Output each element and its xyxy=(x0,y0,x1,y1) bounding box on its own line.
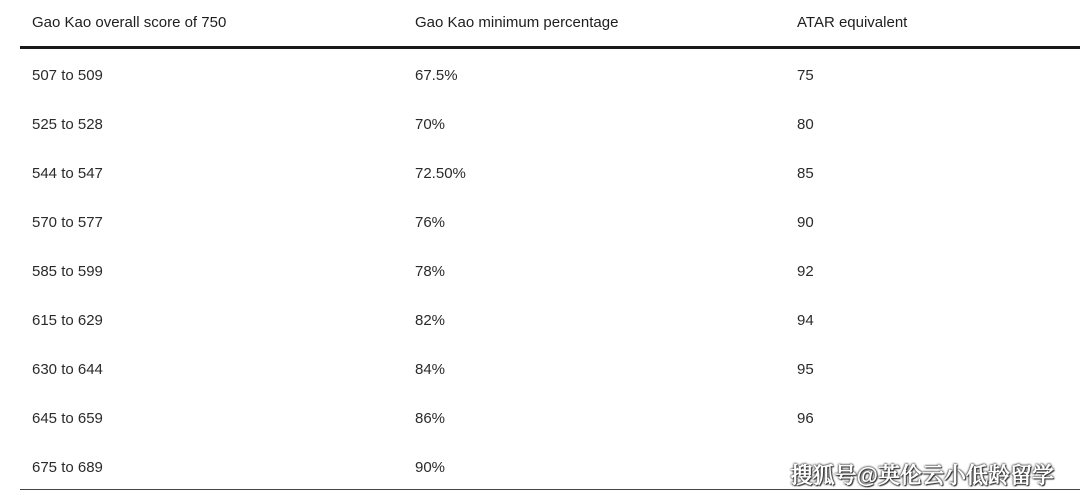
cell-percentage: 78% xyxy=(415,263,446,280)
table-row xyxy=(20,245,1080,294)
header-atar-equivalent: ATAR equivalent xyxy=(797,14,908,31)
header-gaokao-percentage: Gao Kao minimum percentage xyxy=(415,14,619,31)
cell-score: 630 to 644 xyxy=(32,361,103,378)
cell-score: 615 to 629 xyxy=(32,312,103,329)
cell-atar: 80 xyxy=(797,116,814,133)
cell-atar: 96 xyxy=(797,410,814,427)
header-gaokao-score: Gao Kao overall score of 750 xyxy=(32,14,227,31)
cell-score: 585 to 599 xyxy=(32,263,103,280)
cell-percentage: 86% xyxy=(415,410,446,427)
table-row xyxy=(20,49,1080,98)
cell-atar: 85 xyxy=(797,165,814,182)
cell-percentage: 84% xyxy=(415,361,446,378)
cell-percentage: 76% xyxy=(415,214,446,231)
cell-score: 525 to 528 xyxy=(32,116,103,133)
cell-score: 645 to 659 xyxy=(32,410,103,427)
table-row xyxy=(20,147,1080,196)
cell-score: 675 to 689 xyxy=(32,459,103,476)
table-row xyxy=(20,343,1080,392)
cell-atar: 95 xyxy=(797,361,814,378)
cell-percentage: 70% xyxy=(415,116,446,133)
cell-atar: 94 xyxy=(797,312,814,329)
cell-atar: 75 xyxy=(797,67,814,84)
table-row xyxy=(20,196,1080,245)
cell-score: 507 to 509 xyxy=(32,67,103,84)
cell-score: 544 to 547 xyxy=(32,165,103,182)
cell-percentage: 72.50% xyxy=(415,165,466,182)
cell-percentage: 67.5% xyxy=(415,67,458,84)
score-conversion-table xyxy=(20,0,1080,490)
table-header xyxy=(20,0,1080,49)
sohu-watermark: 搜狐号@英伦云小低龄留学 xyxy=(790,463,1054,488)
cell-atar: 92 xyxy=(797,263,814,280)
table-row xyxy=(20,392,1080,441)
cell-percentage: 90% xyxy=(415,459,446,476)
table-row xyxy=(20,98,1080,147)
cell-percentage: 82% xyxy=(415,312,446,329)
cell-score: 570 to 577 xyxy=(32,214,103,231)
table-row xyxy=(20,294,1080,343)
cell-atar: 90 xyxy=(797,214,814,231)
